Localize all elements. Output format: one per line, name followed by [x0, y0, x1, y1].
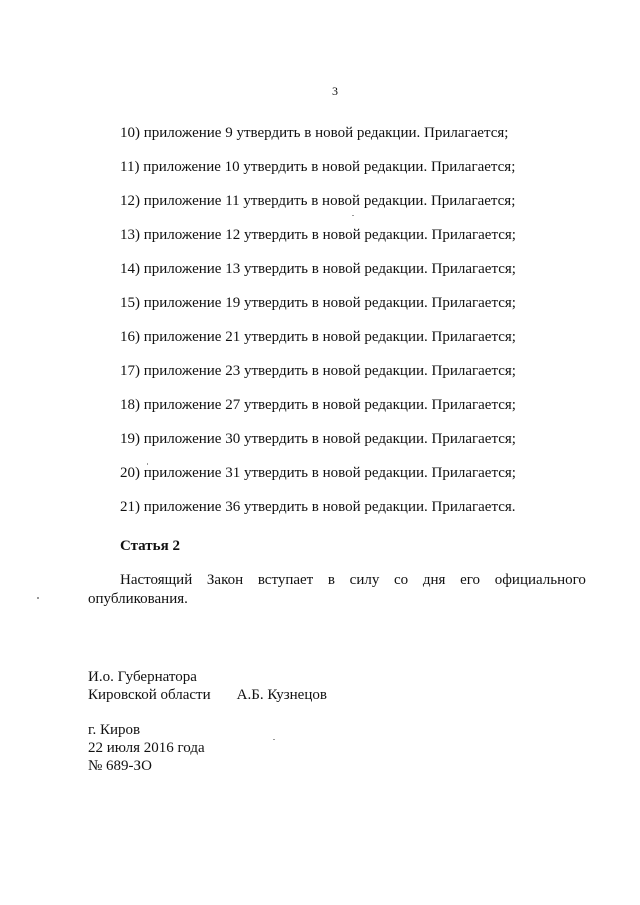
list-item: 13) приложение 12 утвердить в новой редакции. Прилагается;	[120, 227, 516, 243]
signatory-region: Кировской области	[88, 687, 211, 703]
word: в	[327, 572, 335, 588]
word: вступает	[257, 572, 314, 588]
signatory-title-line-1: И.о. Губернатора	[88, 669, 197, 685]
amendment-list	[120, 124, 590, 532]
list-item: 18) приложение 27 утвердить в новой редакции. Прилагается;	[120, 397, 516, 413]
article-body	[88, 571, 586, 609]
word: Закон	[206, 572, 244, 588]
page-number: 3	[332, 84, 338, 98]
article-line-2: опубликования.	[88, 591, 188, 607]
list-item: 12) приложение 11 утвердить в новой редакции. Прилагается;	[120, 193, 516, 209]
word: дня	[422, 572, 446, 588]
list-item: 14) приложение 13 утвердить в новой редакции. Прилагается;	[120, 261, 516, 277]
word: официального	[494, 572, 586, 588]
signature-block	[88, 668, 327, 704]
list-item: 20) приложение 31 утвердить в новой редакции. Прилагается;	[120, 465, 516, 481]
article-heading: Статья 2	[120, 538, 180, 554]
law-number: № 689-ЗО	[88, 758, 152, 774]
scan-speck	[147, 463, 148, 465]
list-item: 16) приложение 21 утвердить в новой редакции. Прилагается;	[120, 329, 516, 345]
list-item: 19) приложение 30 утвердить в новой редакции. Прилагается;	[120, 431, 516, 447]
city: г. Киров	[88, 722, 141, 738]
list-item: 10) приложение 9 утвердить в новой редакции. Прилагается;	[120, 125, 509, 141]
scan-speck	[37, 597, 39, 599]
word: его	[460, 572, 481, 588]
list-item: 21) приложение 36 утвердить в новой редакции. Прилагается.	[120, 499, 516, 515]
scan-speck	[273, 739, 275, 740]
word: Настоящий	[120, 572, 193, 588]
article-line-1	[88, 571, 586, 590]
signatory-title-line-2	[88, 686, 327, 704]
place-date-block	[88, 721, 205, 775]
list-item: 17) приложение 23 утвердить в новой редакции. Прилагается;	[120, 363, 516, 379]
date: 22 июля 2016 года	[88, 740, 205, 756]
list-item: 11) приложение 10 утвердить в новой редакции. Прилагается;	[120, 159, 516, 175]
word: со	[394, 572, 409, 588]
list-item: 15) приложение 19 утвердить в новой редакции. Прилагается;	[120, 295, 516, 311]
scan-speck	[352, 215, 354, 216]
word: силу	[349, 572, 380, 588]
signatory-name: А.Б. Кузнецов	[236, 687, 327, 703]
